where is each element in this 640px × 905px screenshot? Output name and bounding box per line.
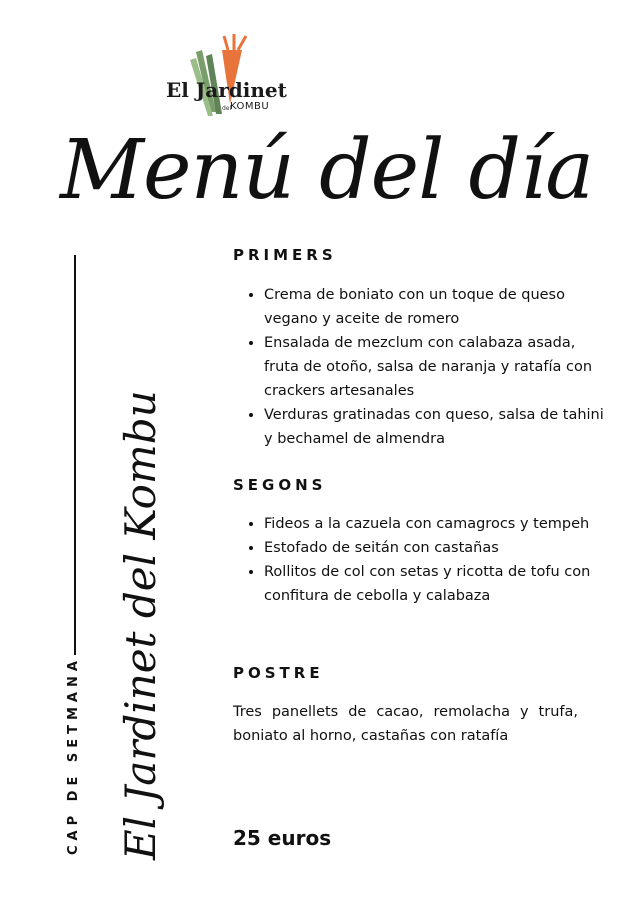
page-title: Menú del día [60,123,594,218]
logo-sub-small: del [222,105,232,112]
vertical-divider [74,255,76,655]
signature: El Jardinet del Kombu [116,390,165,860]
section-title-primers: PRIMERS [233,246,337,264]
section-title-postre: POSTRE [233,664,324,682]
postre-text: Tres panellets de cacao, remolacha y trufa, boniato al horno, castañas con ratafía [233,704,578,744]
logo-title: El Jardinet [166,78,287,102]
list-item: • Ensalada de mezclum con calabaza asada, fruta de otoño, salsa de naranja y ratafía con crackers artesanales [264,331,614,403]
list-item: • Crema de boniato con un toque de queso vegano y aceite de romero [264,283,614,331]
section-title-segons: SEGONS [233,476,327,494]
weekend-label: CAP DE SETMANA [66,656,81,855]
price: 25 euros [233,826,332,850]
list-item: • Estofado de seitán con castañas [264,536,614,560]
logo-sub-brand: KOMBU [230,101,270,112]
list-segons [244,512,614,608]
list-primers [244,283,614,451]
list-item: • Fideos a la cazuela con camagrocs y tempeh [264,512,614,536]
list-item: • Verduras gratinadas con queso, salsa de tahini y bechamel de almendra [264,403,614,451]
list-item: • Rollitos de col con setas y ricotta de tofu con confitura de cebolla y calabaza [264,560,614,608]
